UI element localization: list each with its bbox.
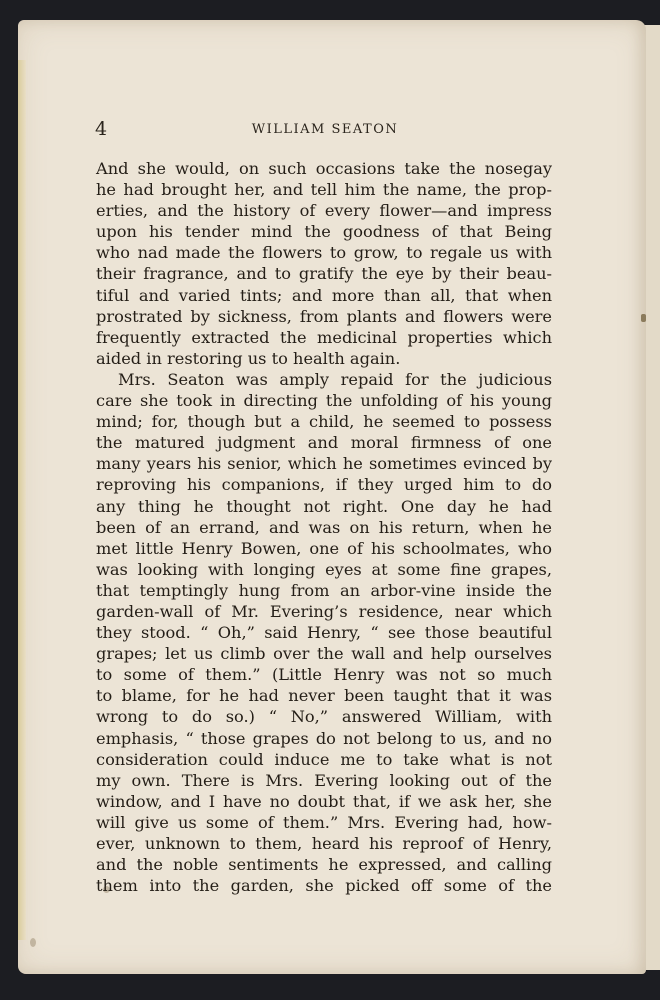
text-line: care she took in directing the unfolding of his young xyxy=(96,391,552,411)
text-line: aided in restoring us to health again. xyxy=(96,348,401,368)
text-line: frequently extracted the medicinal properties which xyxy=(96,327,552,347)
text-line: consideration could induce me to take what is not xyxy=(96,749,552,769)
paper-spot xyxy=(30,938,36,947)
text-line: the matured judgment and moral firmness of one xyxy=(96,433,552,453)
text-line: them into the garden, she picked off some of the xyxy=(96,876,552,896)
text-line: emphasis, “ those grapes do not belong to us, and no xyxy=(96,728,552,748)
text-line: was looking with longing eyes at some fine grapes, xyxy=(96,559,552,579)
text-line: met little Henry Bowen, one of his schoolmates, who xyxy=(96,538,552,558)
text-line: tiful and varied tints; and more than all, that when xyxy=(96,285,552,305)
page-header xyxy=(95,118,555,142)
text-line: he had brought her, and tell him the name, the prop- xyxy=(96,180,552,200)
text-line: any thing he thought not right. One day he had xyxy=(96,496,552,516)
text-line: erties, and the history of every flower—and impress xyxy=(96,201,552,221)
text-line: window, and I have no doubt that, if we ask her, she xyxy=(96,791,552,811)
running-head: WILLIAM SEATON xyxy=(251,122,399,137)
text-line: grapes; let us climb over the wall and help ourselves xyxy=(96,644,552,664)
text-line: to blame, for he had never been taught that it was xyxy=(96,686,552,706)
text-line: prostrated by sickness, from plants and flowers were xyxy=(96,306,552,326)
text-line: And she would, on such occasions take the nosegay xyxy=(96,159,552,178)
text-line: to some of them.” (Little Henry was not so much xyxy=(96,665,552,685)
text-line: will give us some of them.” Mrs. Evering had, how- xyxy=(96,812,552,832)
text-line: wrong to do so.) “ No,” answered William, with xyxy=(96,707,552,727)
text-line: my own. There is Mrs. Evering looking out of the xyxy=(96,770,552,790)
text-line: their fragrance, and to gratify the eye by their beau- xyxy=(96,264,552,284)
text-line: and the noble sentiments he expressed, and calling xyxy=(96,855,552,875)
text-line: been of an errand, and was on his return, when he xyxy=(96,517,552,537)
text-line: Mrs. Seaton was amply repaid for the judicious xyxy=(118,369,552,389)
page-mark xyxy=(641,314,646,322)
page-binding-edge xyxy=(18,60,26,940)
text-line: reproving his companions, if they urged him to do xyxy=(96,475,552,495)
page-number: 4 xyxy=(95,118,108,140)
text-line: many years his senior, which he sometimes evinced by xyxy=(96,454,552,474)
text-line: upon his tender mind the goodness of that Being xyxy=(96,222,552,242)
text-line: that temptingly hung from an arbor-vine inside the xyxy=(96,580,552,600)
text-line: ever, unknown to them, heard his reproof of Henry, xyxy=(96,834,552,853)
body-text xyxy=(96,158,552,896)
text-line: they stood. “ Oh,” said Henry, “ see those beautiful xyxy=(96,623,552,643)
text-line: mind; for, though but a child, he seemed to possess xyxy=(96,412,552,432)
text-line: who nad made the flowers to grow, to regale us with xyxy=(96,243,552,263)
text-line: garden-wall of Mr. Evering’s residence, near which xyxy=(96,601,552,621)
